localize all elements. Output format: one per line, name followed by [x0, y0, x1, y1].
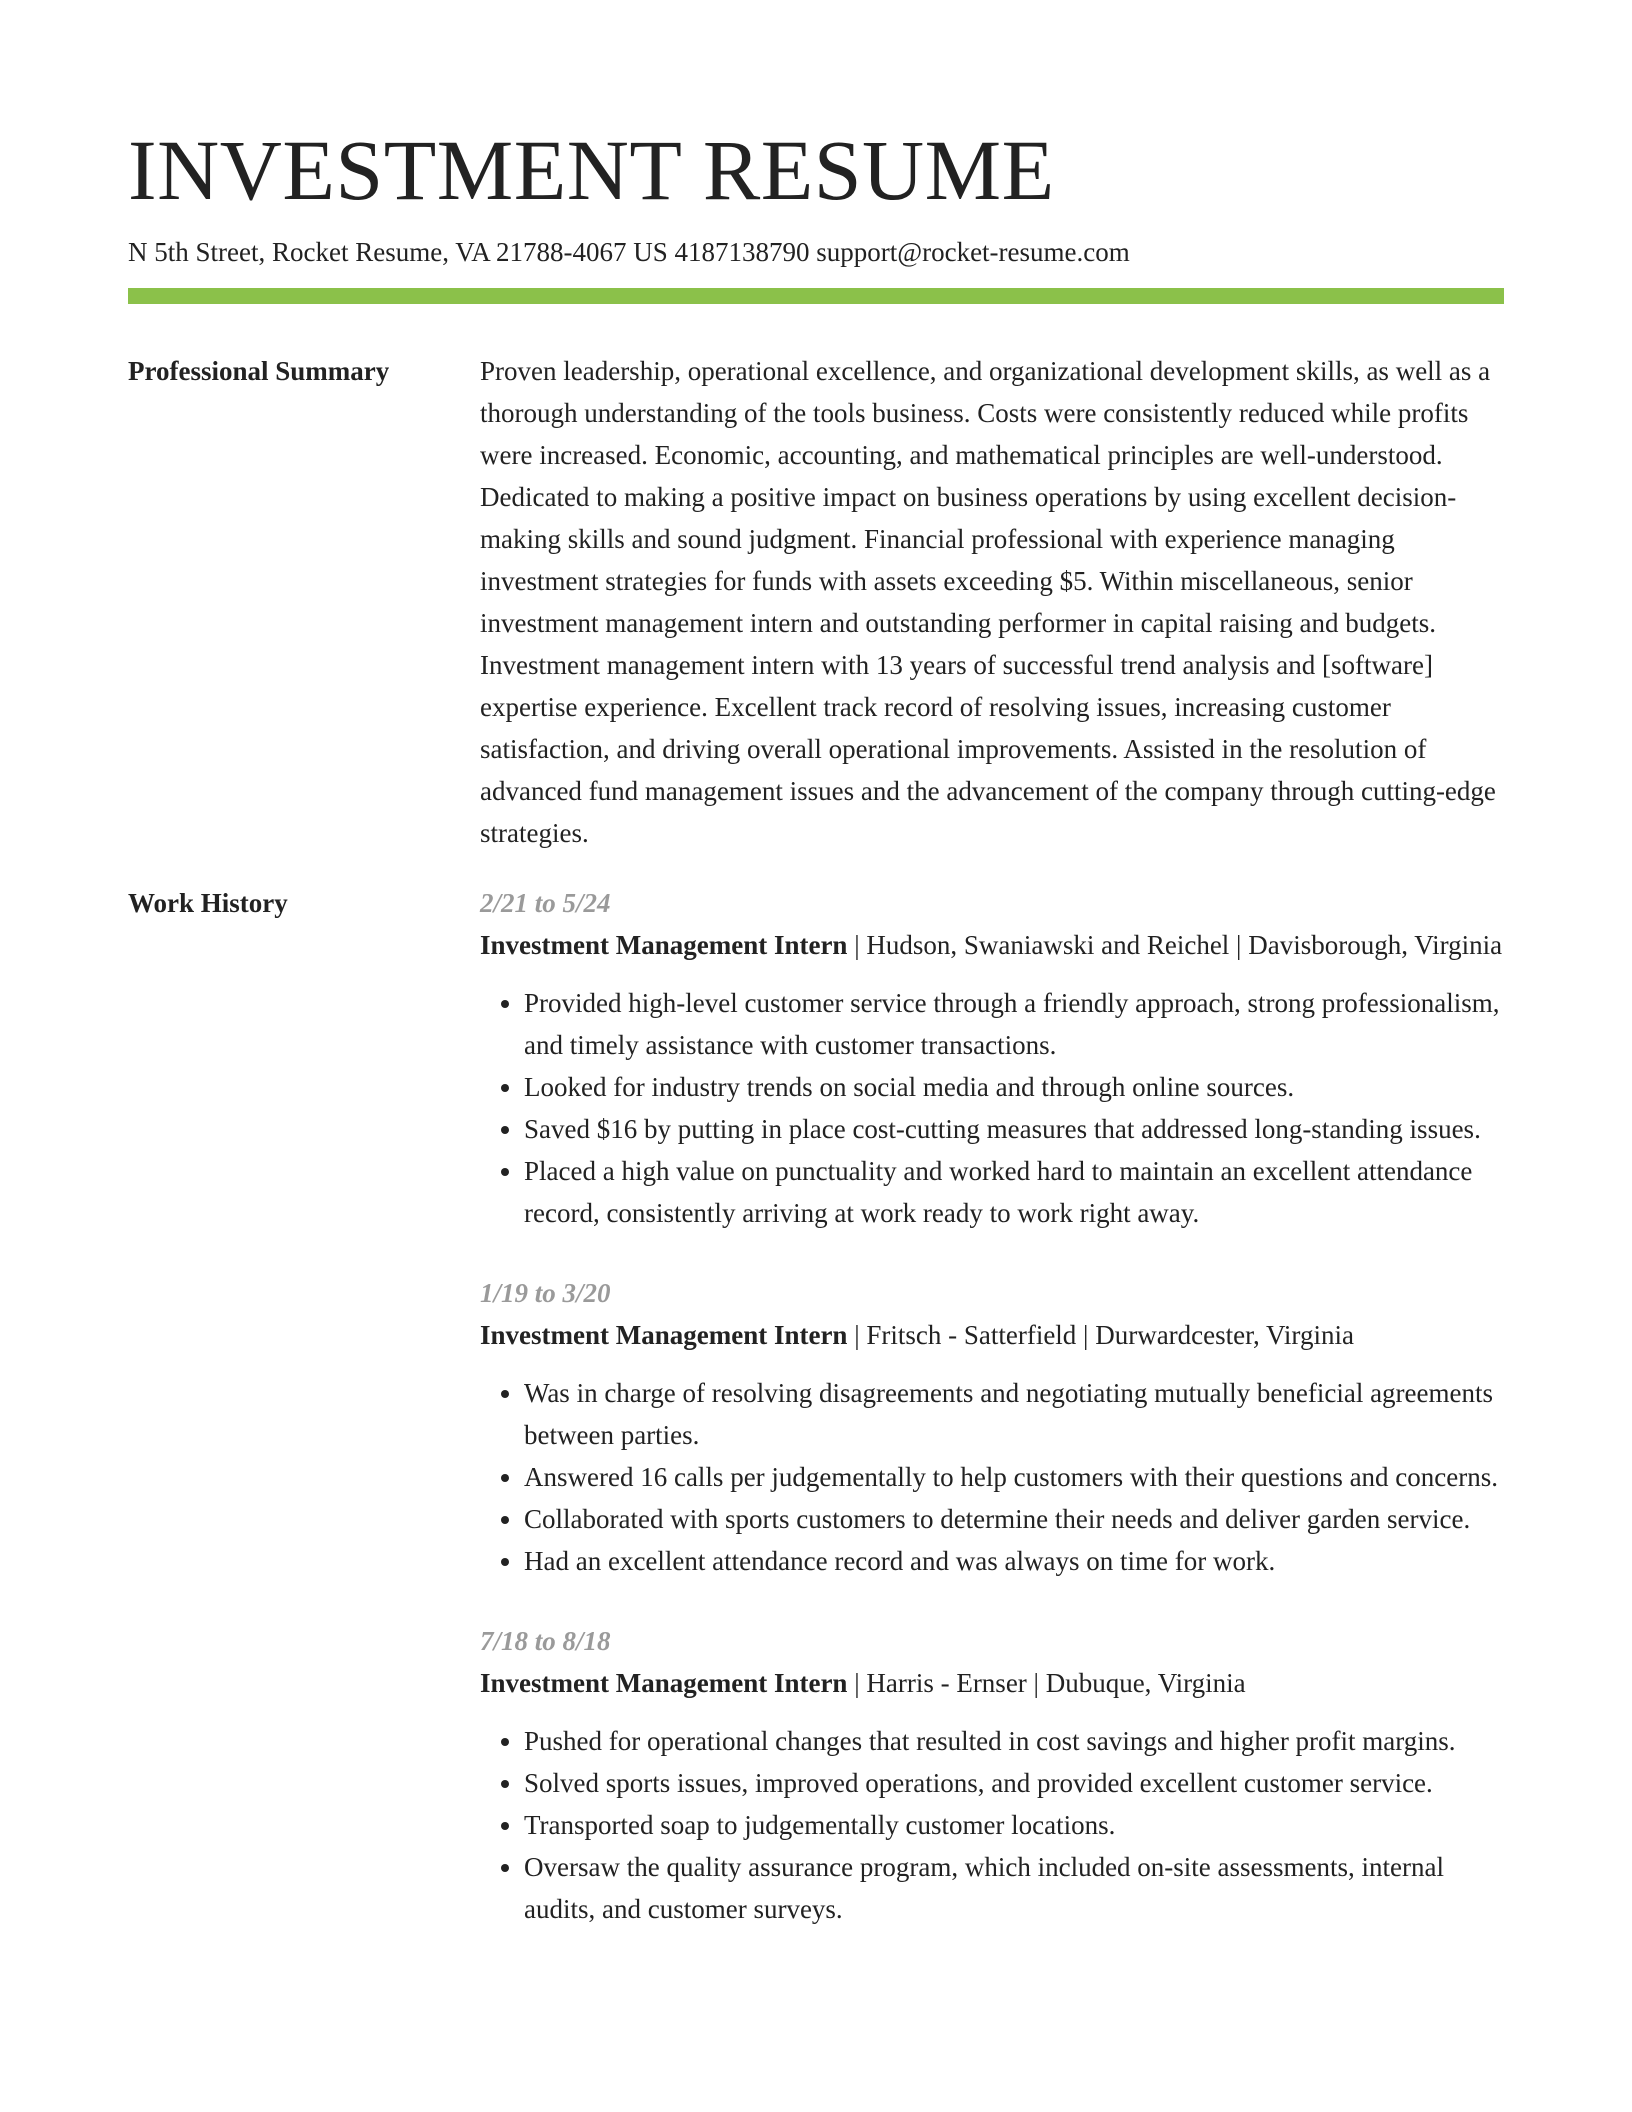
job-employer-location: | Hudson, Swaniawski and Reichel | Davisborough, Virginia: [847, 930, 1503, 960]
job-duty: • Had an excellent attendance record and was always on time for work.: [524, 1540, 1504, 1582]
job-duty: • Collaborated with sports customers to determine their needs and deliver garden service.: [524, 1498, 1504, 1540]
job-duties: [480, 1372, 1504, 1582]
summary-text: Proven leadership, operational excellence, and organizational development skills, as well as a thorough understanding of the tools business. Costs were consistently reduced while profits were increased. Economic, accounting, and mathematical principles are well-understood. Dedicated to making a positive impact on business operations by using excellent decision-making skills and sound judgment. Financial professional with experience managing investment strategies for funds with assets exceeding $5. Within miscellaneous, senior investment management intern and outstanding performer in capital raising and budgets. Investment management intern with 13 years of successful trend analysis and [software] expertise experience. Excellent track record of resolving issues, increasing customer satisfaction, and driving overall operational improvements. Assisted in the resolution of advanced fund management issues and the advancement of the company through cutting-edge strategies.: [480, 356, 1496, 848]
job-title: Investment Management Intern: [480, 930, 848, 960]
job-entry: [480, 882, 1504, 1234]
job-header: [480, 1662, 1504, 1704]
job-dates: 7/18 to 8/18: [480, 1626, 611, 1656]
accent-divider: [128, 288, 1504, 304]
work-history-heading: Work History: [128, 888, 288, 918]
job-duty: • Provided high-level customer service through a friendly approach, strong professionalism, and timely assistance with customer transactions.: [524, 982, 1504, 1066]
job-dates: 1/19 to 3/20: [480, 1278, 611, 1308]
job-duties: [480, 982, 1504, 1234]
summary-section: [128, 354, 1504, 854]
contact-line: N 5th Street, Rocket Resume, VA 21788-4067 US 4187138790 support@rocket-resume.com: [128, 237, 1130, 267]
job-title: Investment Management Intern: [480, 1668, 848, 1698]
job-duty: • Solved sports issues, improved operations, and provided excellent customer service.: [524, 1762, 1504, 1804]
resume-title: INVESTMENT RESUME: [128, 122, 1055, 218]
job-duty: • Saved $16 by putting in place cost-cutting measures that addressed long-standing issues.: [524, 1108, 1504, 1150]
work-history-section: [128, 886, 1504, 1972]
job-duties: [480, 1720, 1504, 1930]
job-title: Investment Management Intern: [480, 1320, 848, 1350]
job-entry: [480, 1272, 1504, 1582]
work-history-body: [480, 886, 1504, 1972]
job-duty: • Oversaw the quality assurance program, which included on-site assessments, internal audits, and customer surveys.: [524, 1846, 1504, 1930]
resume-page: [128, 0, 1504, 1972]
job-header: [480, 1314, 1504, 1356]
job-duty: • Was in charge of resolving disagreements and negotiating mutually beneficial agreements between parties.: [524, 1372, 1504, 1456]
job-duty: • Answered 16 calls per judgementally to help customers with their questions and concerns.: [524, 1456, 1504, 1498]
job-dates: 2/21 to 5/24: [480, 888, 611, 918]
job-employer-location: | Harris - Ernser | Dubuque, Virginia: [847, 1668, 1246, 1698]
summary-body: [480, 354, 1504, 854]
job-duty: • Pushed for operational changes that resulted in cost savings and higher profit margins.: [524, 1720, 1504, 1762]
job-header: [480, 924, 1504, 966]
job-entry: [480, 1620, 1504, 1930]
job-employer-location: | Fritsch - Satterfield | Durwardcester, Virginia: [847, 1320, 1354, 1350]
job-duty: • Looked for industry trends on social media and through online sources.: [524, 1066, 1504, 1108]
job-duty: • Transported soap to judgementally customer locations.: [524, 1804, 1504, 1846]
job-duty: • Placed a high value on punctuality and worked hard to maintain an excellent attendance record, consistently arriving at work ready to work right away.: [524, 1150, 1504, 1234]
summary-heading: Professional Summary: [128, 356, 390, 386]
